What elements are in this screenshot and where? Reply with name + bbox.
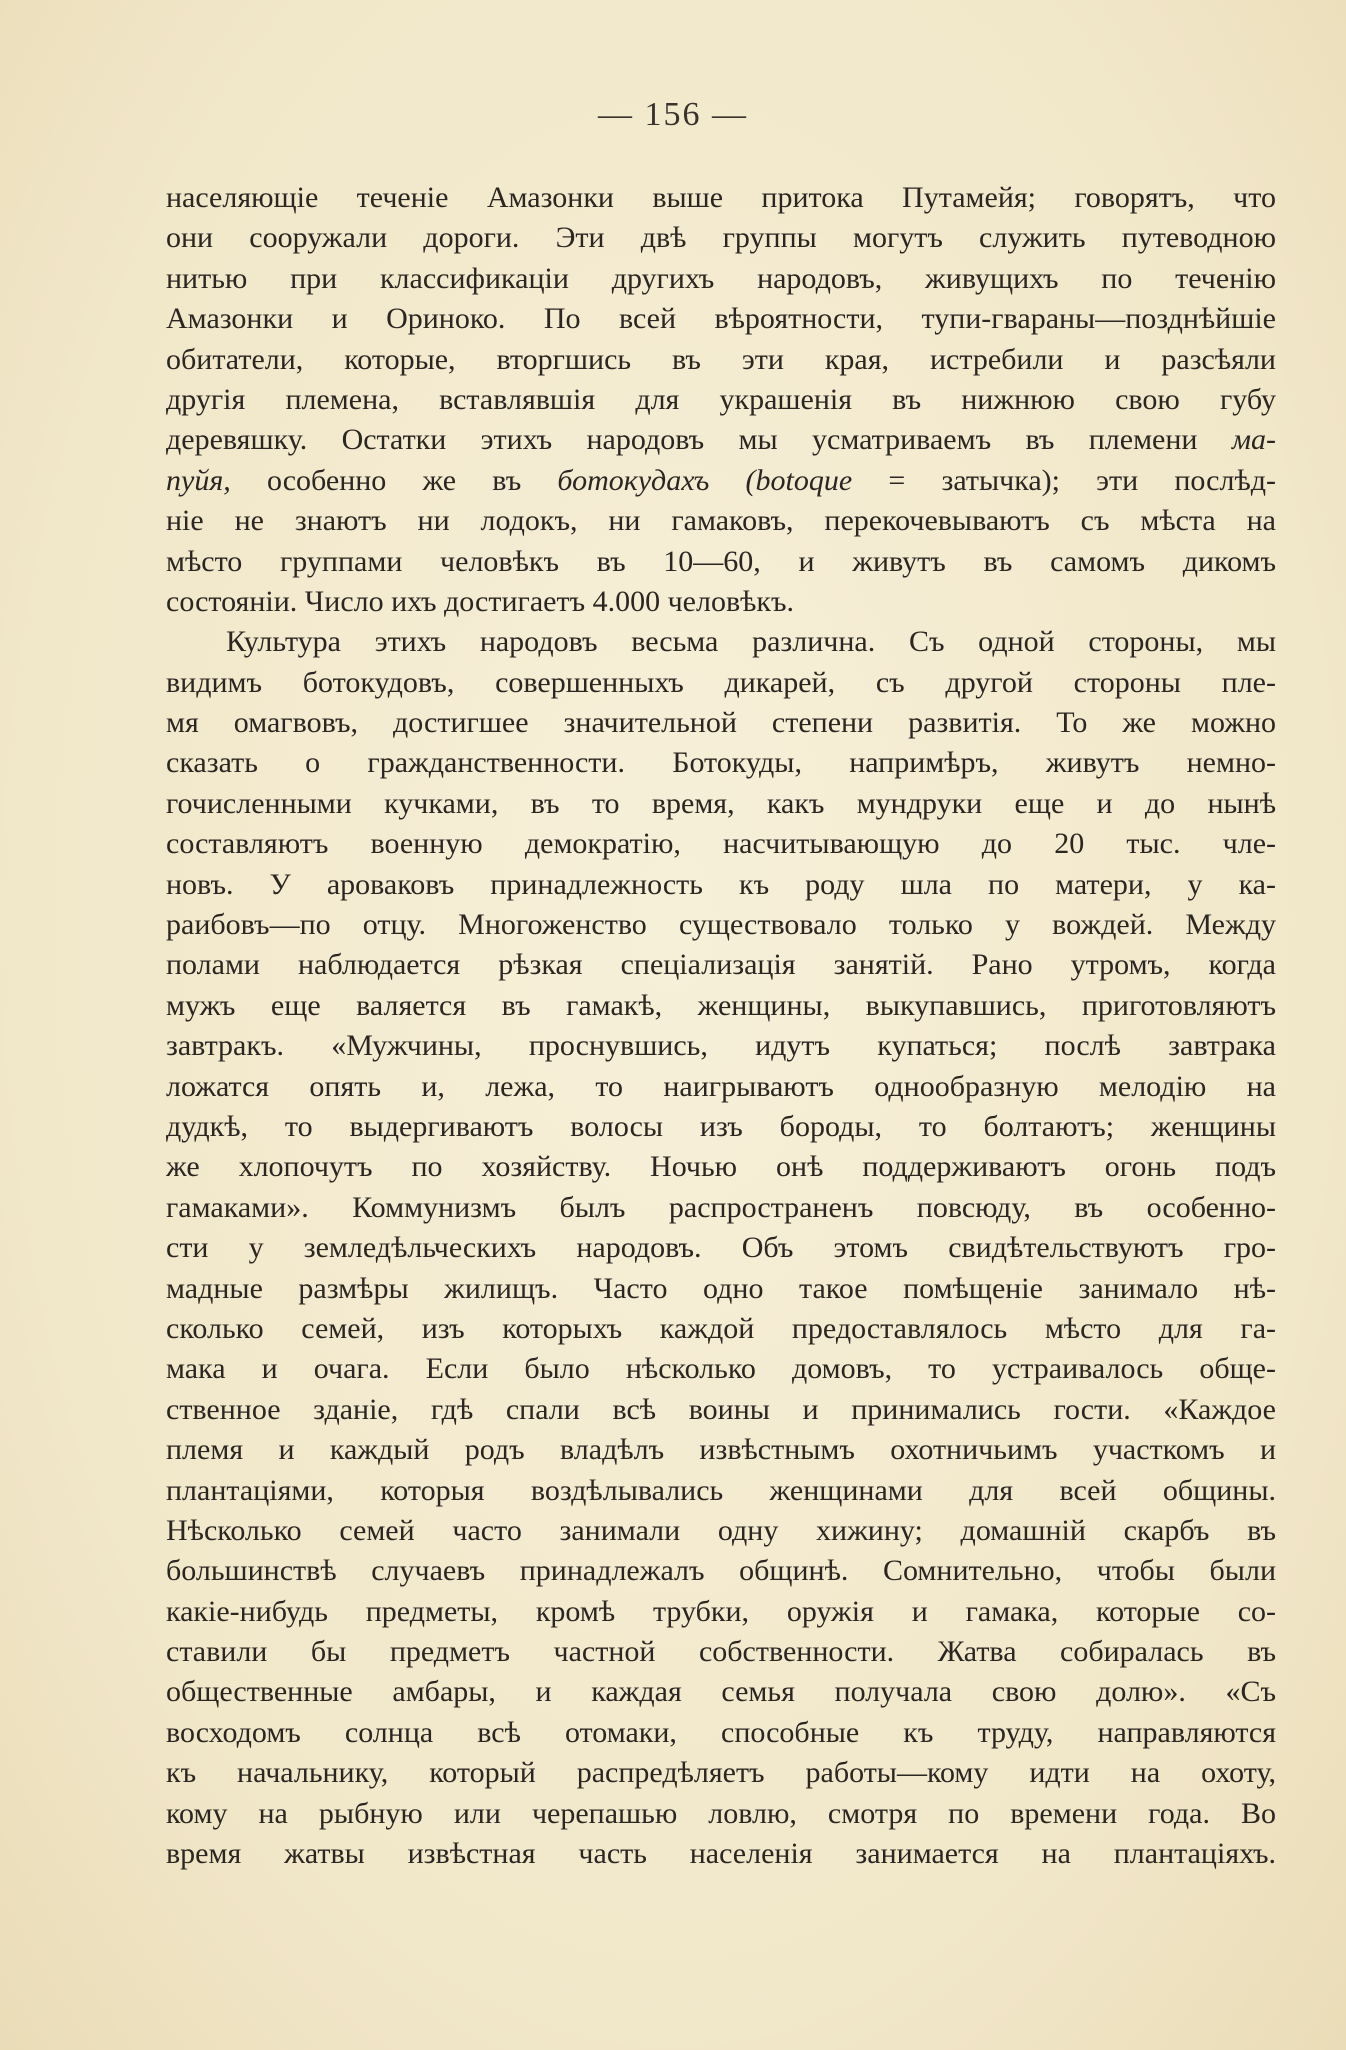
line-text: особенно же въ <box>230 463 558 497</box>
text-line <box>166 703 1276 743</box>
text-line <box>166 1471 1276 1511</box>
text-line <box>166 1147 1276 1187</box>
line-text: нитью при классификаціи другихъ народовъ, живущихъ по теченію <box>166 261 1276 295</box>
line-text: они сооружали дороги. Эти двѣ группы могутъ служить путеводною <box>166 221 1276 255</box>
text-line <box>166 1349 1276 1389</box>
text-line <box>166 1430 1276 1470</box>
line-text: завтракъ. «Мужчины, проснувшись, идутъ купаться; послѣ завтрака <box>166 1029 1276 1063</box>
line-text: мя омагвовъ, достигшее значительной степени развитія. То же можно <box>166 706 1276 740</box>
line-text: = затычка); эти послѣд- <box>852 463 1276 497</box>
text-line <box>166 582 1276 622</box>
page-number: — 156 — <box>598 96 748 133</box>
line-text: большинствѣ случаевъ принадлежалъ общинѣ. Сомнительно, чтобы были <box>166 1554 1276 1588</box>
text-line <box>166 865 1276 905</box>
text-line <box>166 380 1276 420</box>
line-text: сколько семей, изъ которыхъ каждой предоставлялось мѣсто для га- <box>166 1311 1276 1345</box>
line-text: раибовъ—по отцу. Многоженство существовало только у вождей. Между <box>166 908 1276 942</box>
line-text: другія племена, вставлявшія для украшенія въ нижнюю свою губу <box>166 382 1276 416</box>
line-text: гамаками». Коммунизмъ былъ распространенъ повсюду, въ особенно- <box>166 1190 1276 1224</box>
text-line <box>166 784 1276 824</box>
text-line <box>166 259 1276 299</box>
italic-text: пуйя, <box>166 463 231 497</box>
text-line <box>166 1834 1276 1874</box>
text-line <box>166 905 1276 945</box>
text-line <box>166 1107 1276 1147</box>
line-text: какіе-нибудь предметы, кромѣ трубки, оружія и гамака, которые со- <box>166 1594 1276 1628</box>
line-text: мужъ еще валяется въ гамакѣ, женщины, выкупавшись, приготовляютъ <box>166 988 1276 1022</box>
text-line <box>166 501 1276 541</box>
line-text: ложатся опять и, лежа, то наигрываютъ однообразную мелодію на <box>166 1069 1276 1103</box>
text-line <box>166 1551 1276 1591</box>
text-line <box>166 218 1276 258</box>
line-text: Культура этихъ народовъ весьма различна. Съ одной стороны, мы <box>226 625 1276 659</box>
line-text: состояніи. Число ихъ достигаетъ 4.000 человѣкъ. <box>166 584 794 618</box>
text-line <box>166 1309 1276 1349</box>
line-text: ніе не знаютъ ни лодокъ, ни гамаковъ, перекочевываютъ съ мѣста на <box>166 504 1276 538</box>
text-line <box>166 1794 1276 1834</box>
italic-text: ма- <box>1231 423 1276 457</box>
text-line <box>166 1672 1276 1712</box>
text-line <box>166 461 1276 501</box>
line-text: обитатели, которые, вторгшись въ эти края, истребили и разсѣяли <box>166 342 1276 376</box>
text-line <box>166 1592 1276 1632</box>
line-text: къ начальнику, который распредѣляетъ работы—кому идти на охоту, <box>166 1756 1276 1790</box>
line-text: деревяшку. Остатки этихъ народовъ мы усматриваемъ въ племени <box>166 423 1198 457</box>
line-text: общественные амбары, и каждая семья получала свою долю». «Съ <box>166 1675 1276 1709</box>
text-line <box>166 1067 1276 1107</box>
line-text: мѣсто группами человѣкъ въ 10—60, и живутъ въ самомъ дикомъ <box>166 544 1276 578</box>
text-line <box>166 1026 1276 1066</box>
line-text: мака и очага. Если было нѣсколько домовъ, то устраивалось обще- <box>166 1352 1276 1386</box>
line-text: мадные размѣры жилищъ. Часто одно такое помѣщеніе занимало нѣ- <box>166 1271 1276 1305</box>
line-text: составляютъ военную демократію, насчитывающую до 20 тыс. чле- <box>166 827 1276 861</box>
line-text: сказать о гражданственности. Ботокуды, напримѣръ, живутъ немно- <box>166 746 1276 780</box>
italic-text: ботокудахъ (botoque <box>557 463 853 497</box>
line-text: новъ. У ароваковъ принадлежность къ роду шла по матери, у ка- <box>166 867 1276 901</box>
line-text: кому на рыбную или черепашью ловлю, смотря по времени года. Во <box>166 1796 1276 1830</box>
text-line <box>166 1713 1276 1753</box>
text-line <box>166 824 1276 864</box>
line-text: ставили бы предметъ частной собственности. Жатва собиралась въ <box>166 1635 1276 1669</box>
text-line <box>166 663 1276 703</box>
text-line <box>166 542 1276 582</box>
line-text: Амазонки и Ориноко. По всей вѣроятности, тупи-гвараны—позднѣйшіе <box>166 302 1276 336</box>
body-text <box>166 178 1276 1874</box>
line-text: населяющіе теченіе Амазонки выше притока Путамейя; говорятъ, что <box>166 181 1276 214</box>
line-text: сти у земледѣльческихъ народовъ. Объ этомъ свидѣтельствуютъ гро- <box>166 1231 1276 1265</box>
text-line <box>166 1269 1276 1309</box>
text-line <box>166 622 1276 662</box>
text-line <box>166 1632 1276 1672</box>
line-text: ственное зданіе, гдѣ спали всѣ воины и принимались гости. «Каждое <box>166 1392 1276 1426</box>
line-text: дудкѣ, то выдергиваютъ волосы изъ бороды, то болтаютъ; женщины <box>166 1109 1276 1143</box>
line-text: полами наблюдается рѣзкая спеціализація занятій. Рано утромъ, когда <box>166 948 1276 982</box>
text-line <box>166 1228 1276 1268</box>
line-text: плантаціями, которыя воздѣлывались женщинами для всей общины. <box>166 1473 1276 1507</box>
line-text: племя и каждый родъ владѣлъ извѣстнымъ охотничьимъ участкомъ и <box>166 1433 1276 1467</box>
line-text <box>1198 423 1232 456</box>
line-text: Нѣсколько семей часто занимали одну хижину; домашній скарбъ въ <box>166 1513 1276 1547</box>
text-line <box>166 945 1276 985</box>
text-line <box>166 1188 1276 1228</box>
text-line <box>166 420 1276 460</box>
line-text: время жатвы извѣстная часть населенія занимается на плантаціяхъ. <box>166 1837 1276 1871</box>
line-text: восходомъ солнца всѣ отомаки, способные къ труду, направляются <box>166 1715 1276 1749</box>
text-line <box>166 1390 1276 1430</box>
text-line <box>166 178 1276 218</box>
text-line <box>166 743 1276 783</box>
line-text: же хлопочутъ по хозяйству. Ночью онѣ поддерживаютъ огонь подъ <box>166 1150 1276 1184</box>
text-line <box>166 1511 1276 1551</box>
text-line <box>166 1753 1276 1793</box>
text-line <box>166 299 1276 339</box>
line-text: гочисленными кучками, въ то время, какъ мундруки еще и до нынѣ <box>166 786 1276 820</box>
text-line <box>166 340 1276 380</box>
text-line <box>166 986 1276 1026</box>
line-text: видимъ ботокудовъ, совершенныхъ дикарей, съ другой стороны пле- <box>166 665 1276 699</box>
